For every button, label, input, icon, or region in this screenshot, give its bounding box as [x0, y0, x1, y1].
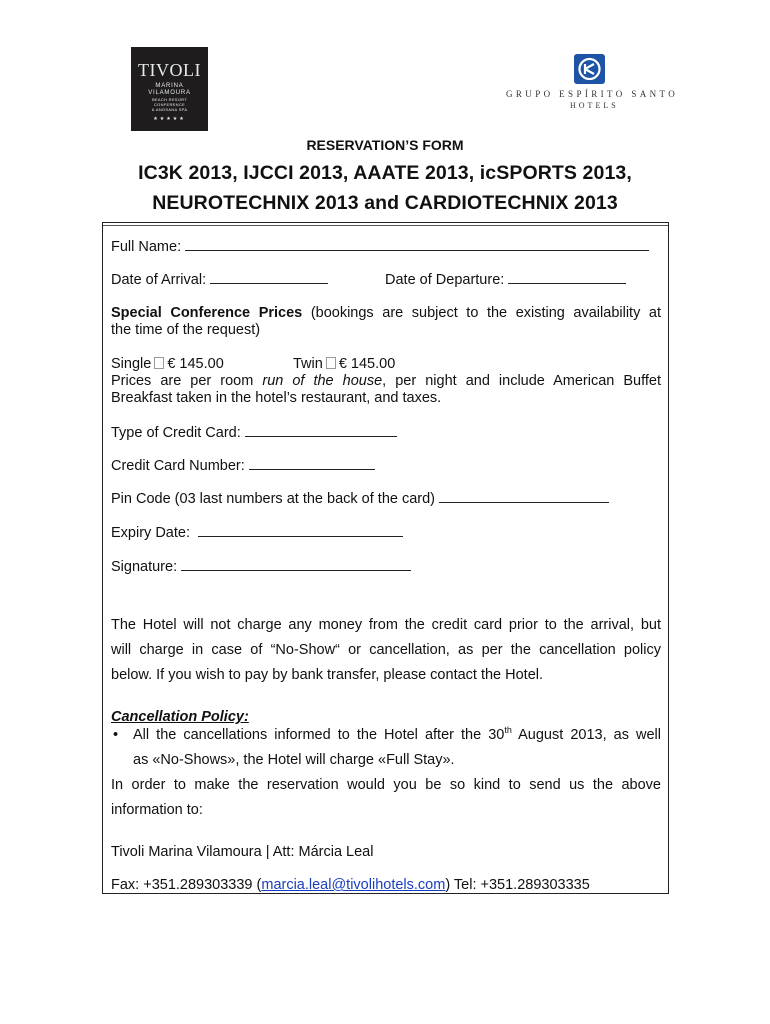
- credit-card-type-label: Type of Credit Card:: [111, 425, 241, 441]
- tivoli-logo: [131, 47, 208, 131]
- departure-label: Date of Departure:: [385, 272, 505, 288]
- twin-label: Twin: [293, 356, 323, 372]
- cancel-line1-b: August 2013, as well: [511, 727, 661, 743]
- ges-subtitle: HOTELS: [570, 101, 619, 110]
- tivoli-line5: & ANGSANA SPA: [151, 107, 188, 112]
- cancel-line1: [133, 727, 661, 744]
- expiry-field[interactable]: [198, 524, 403, 537]
- bullet: •: [113, 727, 119, 743]
- ges-emblem-icon: [574, 54, 605, 84]
- arrival-row: [111, 271, 328, 289]
- prices-line1-b: , per night and include American Buffet: [382, 373, 661, 389]
- departure-field[interactable]: [508, 271, 626, 284]
- contact-line: Tivoli Marina Vilamoura | Att: Márcia Leal: [111, 844, 374, 860]
- tivoli-line4: CONFERENCE: [153, 102, 185, 107]
- single-label: Single: [111, 356, 152, 372]
- special-prices-line2: the time of the request): [111, 322, 261, 338]
- tivoli-stars: ★★★★★: [153, 116, 186, 122]
- twin-price: € 145.00: [338, 356, 396, 372]
- credit-card-number-label: Credit Card Number:: [111, 458, 245, 474]
- expiry-row: [111, 524, 403, 542]
- special-prices-line1: [111, 305, 661, 322]
- pin-code-field[interactable]: [439, 490, 609, 503]
- tivoli-brand: TIVOLI: [138, 60, 201, 80]
- arrival-label: Date of Arrival:: [111, 272, 207, 288]
- email-link[interactable]: marcia.leal@tivolihotels.com: [261, 877, 446, 893]
- signature-label: Signature:: [111, 559, 178, 575]
- prices-line2: Breakfast taken in the hotel’s restaurant, and taxes.: [111, 390, 442, 406]
- cancel-line1-sup: th: [504, 725, 512, 736]
- single-price: € 145.00: [167, 356, 224, 372]
- credit-card-type-field[interactable]: [245, 424, 397, 437]
- tivoli-line2: VILAMOURA: [148, 90, 191, 96]
- twin-row: [293, 356, 395, 373]
- cancel-line2: as «No-Shows», the Hotel will charge «Full Stay».: [133, 752, 455, 768]
- charge-line1: The Hotel will not charge any money from the credit card prior to the arrival, but: [111, 617, 661, 633]
- departure-row: [385, 271, 626, 289]
- credit-card-number-field[interactable]: [249, 457, 375, 470]
- charge-line2: will charge in case of “No-Show“ or cancellation, as per the cancellation policy: [111, 642, 661, 658]
- send-line2: information to:: [111, 802, 203, 818]
- pin-code-label: Pin Code (03 last numbers at the back of the card): [111, 491, 436, 507]
- pin-code-row: [111, 490, 609, 508]
- special-prices-note: (bookings are subject to the existing availability at: [310, 305, 661, 321]
- single-row: [111, 356, 224, 373]
- event-title-line2: NEUROTECHNIX 2013 and CARDIOTECHNIX 2013: [152, 192, 618, 214]
- cancellation-title: Cancellation Policy:: [111, 709, 249, 725]
- send-line1: In order to make the reservation would you be so kind to send us the above: [111, 777, 661, 793]
- single-checkbox[interactable]: [154, 357, 164, 369]
- arrival-field[interactable]: [210, 271, 328, 284]
- full-name-row: [111, 238, 649, 256]
- prices-line1-italic: run of the house: [262, 373, 383, 389]
- prices-line1-a: Prices are per room: [111, 373, 254, 389]
- form-heading: RESERVATION’S FORM: [306, 137, 464, 153]
- full-name-label: Full Name:: [111, 239, 182, 255]
- tivoli-line3: BEACH RESORT: [151, 97, 188, 102]
- special-prices-title: Special Conference Prices: [111, 305, 303, 321]
- twin-checkbox[interactable]: [326, 357, 336, 369]
- expiry-label: Expiry Date:: [111, 525, 190, 541]
- signature-field[interactable]: [181, 558, 411, 571]
- tel-label: ) Tel: +351.289303335: [445, 877, 590, 893]
- prices-line1: [111, 373, 661, 390]
- fax-row: [111, 877, 590, 894]
- credit-card-number-row: [111, 457, 375, 475]
- charge-line3: below. If you wish to pay by bank transfer, please contact the Hotel.: [111, 667, 544, 683]
- cancel-line1-a: All the cancellations informed to the Hotel after the 30: [133, 727, 505, 743]
- event-title-line1: IC3K 2013, IJCCI 2013, AAATE 2013, icSPORTS 2013,: [138, 162, 632, 184]
- fax-label: Fax: +351.289303339 (: [111, 877, 262, 893]
- tivoli-line1: MARINA: [155, 83, 184, 89]
- signature-row: [111, 558, 411, 576]
- full-name-field[interactable]: [185, 238, 649, 251]
- ges-name: GRUPO ESPÍRITO SANTO: [506, 89, 679, 99]
- credit-card-type-row: [111, 424, 397, 442]
